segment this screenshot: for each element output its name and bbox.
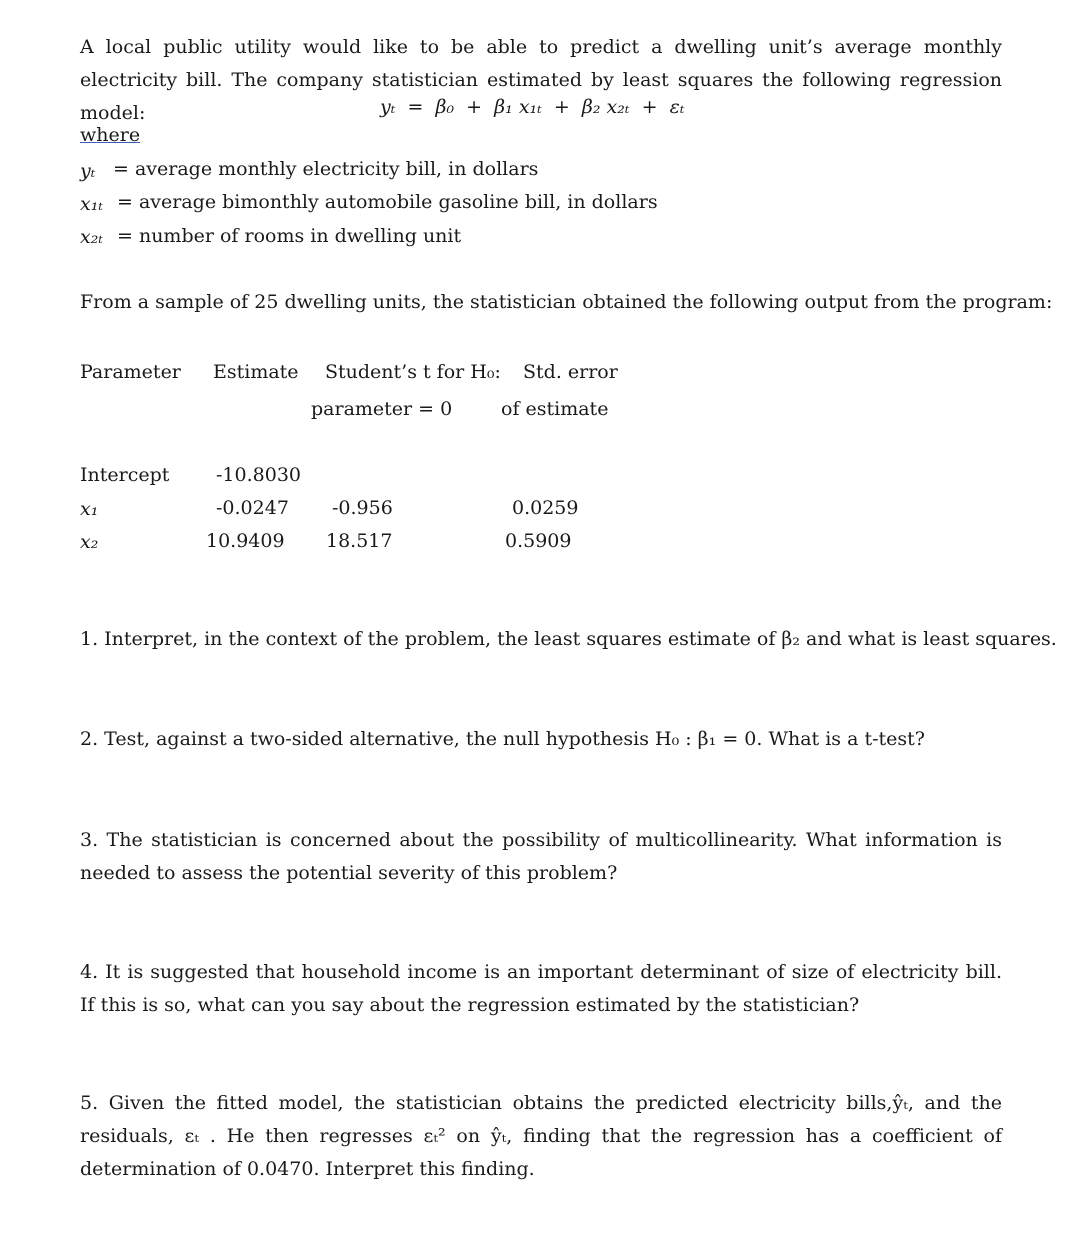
row-x1-param: x₁ [80,498,99,520]
sample-description: From a sample of 25 dwelling units, the statistician obtained the following output from the program: [80,291,1053,313]
header-estimate: Estimate [213,361,299,383]
definition-symbol-y: yₜ [80,160,96,182]
regression-equation: yₜ = β₀ + β₁ x₁ₜ + β₂ x₂ₜ + εₜ [380,96,685,118]
row-x2-param: x₂ [80,531,99,553]
header-se-line2: of estimate [501,398,609,420]
question-2: 2. Test, against a two-sided alternative, the null hypothesis H₀ : β₁ = 0. What is a t-test? [80,728,925,750]
definition-symbol-x1: x₁ₜ [80,193,104,215]
header-t-line1: Student’s t for H₀: [325,361,501,383]
row-x1-estimate: -0.0247 [216,497,289,519]
definition-text-x1: = average bimonthly automobile gasoline bill, in dollars [117,191,658,213]
row-intercept-estimate: -10.8030 [216,464,301,486]
row-x1-t: -0.956 [332,497,393,519]
row-intercept-param: Intercept [80,464,170,486]
question-5: 5. Given the fitted model, the statistician obtains the predicted electricity bills,ŷₜ, and the residuals, εₜ . He then regresses εₜ² on ŷₜ, finding that the regression has a coefficient of determination of 0.0470. Interpret this finding. [80,1092,1002,1180]
definition-text-x2: = number of rooms in dwelling unit [117,225,462,247]
header-parameter: Parameter [80,361,181,383]
definition-symbol-x2: x₂ₜ [80,226,104,248]
definition-text-y: = average monthly electricity bill, in dollars [113,158,539,180]
row-x2-estimate: 10.9409 [206,530,285,552]
where-label: where [80,124,141,146]
row-x2-t: 18.517 [326,530,393,552]
header-t-line2: parameter = 0 [311,398,453,420]
question-1: 1. Interpret, in the context of the problem, the least squares estimate of β₂ and what is least squares. [80,628,1057,650]
question-4: 4. It is suggested that household income is an important determinant of size of electricity bill. If this is so, what can you say about the regression estimated by the statistician? [80,961,1002,1016]
row-x1-se: 0.0259 [512,497,579,519]
intro-paragraph: A local public utility would like to be able to predict a dwelling unit’s average monthly electricity bill. The company statistician estimated by least squares the following regression model: [80,36,1002,124]
row-x2-se: 0.5909 [505,530,572,552]
header-se-line1: Std. error [523,361,618,383]
question-3: 3. The statistician is concerned about the possibility of multicollinearity. What information is needed to assess the potential severity of this problem? [80,829,1002,884]
